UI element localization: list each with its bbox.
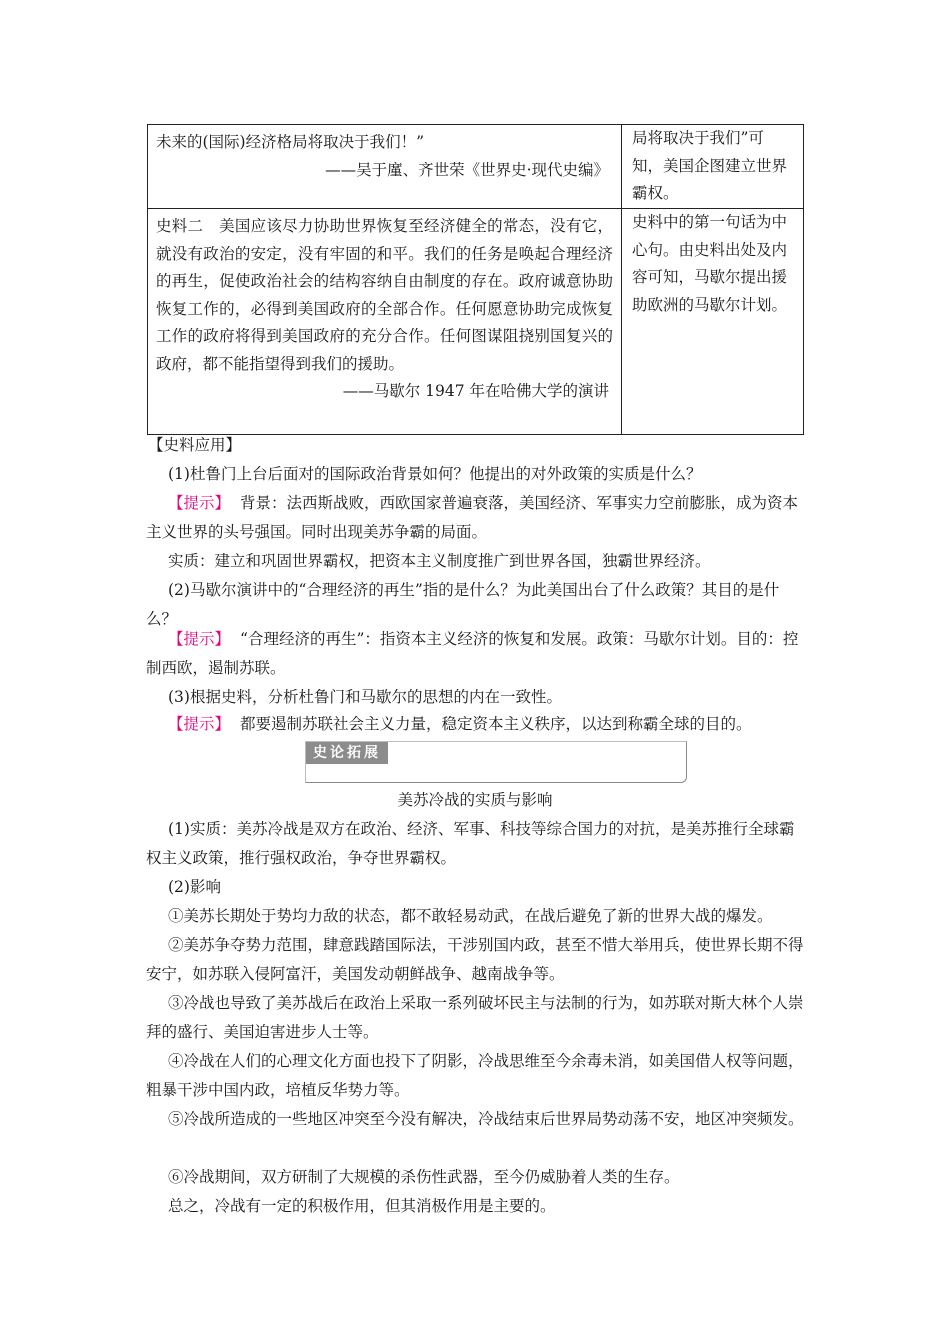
table-row (148, 125, 804, 209)
question-2: (2)马歇尔演讲中的“合理经济的再生”指的是什么？为此美国出台了什么政策？其目的是什么？ (146, 581, 780, 628)
question-1: (1)杜鲁门上台后面对的国际政治背景如何？他提出的对外政策的实质是什么？ (168, 465, 702, 483)
source-cell (148, 125, 622, 209)
answer-text: “合理经济的再生”：指资本主义经济的恢复和发展。政策：马歇尔计划。目的：控制西欧，遏制苏联。 (146, 630, 799, 677)
source-citation: ——马歇尔 1947 年在哈佛大学的演讲 (342, 382, 609, 400)
table-row (148, 209, 804, 435)
source-cell (148, 209, 622, 435)
source-text: 史料二 美国应该尽力协助世界恢复至经济健全的常态，没有它，就没有政治的安定，没有牢固的和平。我们的任务是唤起合理经济的再生，促使政治社会的结构容纳自由制度的存在。政府诚意协助恢复工作的，必得到美国政府的全部合作。任何愿意协助完成恢复工作的政府将得到美国政府的充分合作。任何图谋阻挠别国复兴的政府，都不能指望得到我们的援助。 (156, 217, 613, 373)
answer-text: 背景：法西斯战败，西欧国家普遍衰落，美国经济、军事实力空前膨胀，成为资本主义世界的头号强国。同时出现美苏争霸的局面。 (146, 494, 799, 541)
source-text: 未来的(国际)经济格局将取决于我们！” (156, 133, 425, 151)
analysis-cell (622, 125, 804, 209)
section-banner (305, 741, 687, 783)
section-title-extension: 美苏冷战的实质与影响 (397, 791, 553, 809)
analysis-text: 史料中的第一句话为中心句。由史料出处及内容可知，马歇尔提出援助欧洲的马歇尔计划。 (632, 213, 788, 314)
hint-label: 【提示】 (168, 494, 231, 512)
section-title-application: 【史料应用】 (148, 436, 242, 454)
conclusion: 总之，冷战有一定的积极作用，但其消极作用是主要的。 (168, 1197, 556, 1215)
impact-item-3: ③冷战也导致了美苏战后在政治上采取一系列破坏民主与法制的行为，如苏联对斯大林个人崇拜的盛行、美国迫害进步人士等。 (146, 994, 804, 1041)
analysis-cell (622, 209, 804, 435)
impact-item-2: ②美苏争夺势力范围，肆意践踏国际法，干涉别国内政，甚至不惜大举用兵，使世界长期不得安宁，如苏联入侵阿富汗，美国发动朝鲜战争、越南战争等。 (146, 936, 804, 983)
impact-item-4: ④冷战在人们的心理文化方面也投下了阴影，冷战思维至今余毒未消，如美国借人权等问题，粗暴干涉中国内政，培植反华势力等。 (146, 1052, 804, 1099)
extension-impact-heading: (2)影响 (168, 878, 221, 896)
answer-2 (146, 625, 808, 683)
answer-text: 都要遏制苏联社会主义力量，稳定资本主义秩序，以达到称霸全球的目的。 (240, 715, 752, 733)
answer-1-background (146, 489, 808, 547)
analysis-text: 局将取决于我们”可知，美国企图建立世界霸权。 (632, 129, 788, 202)
impact-item-1: ①美苏长期处于势均力敌的状态，都不敢轻易动武，在战后避免了新的世界大战的爆发。 (168, 907, 773, 925)
extension-essence: (1)实质：美苏冷战是双方在政治、经济、军事、科技等综合国力的对抗，是美苏推行全球霸权主义政策，推行强权政治，争夺世界霸权。 (146, 820, 795, 867)
question-3: (3)根据史料，分析杜鲁门和马歇尔的思想的内在一致性。 (168, 688, 562, 706)
hint-label: 【提示】 (168, 630, 231, 648)
source-citation: ——吴于廑、齐世荣《世界史·现代史编》 (325, 160, 609, 179)
answer-3 (146, 710, 808, 739)
impact-item-5: ⑤冷战所造成的一些地区冲突至今没有解决，冷战结束后世界局势动荡不安，地区冲突频发。 (168, 1110, 804, 1128)
banner-label: 史论拓展 (306, 742, 388, 764)
hint-label: 【提示】 (168, 715, 231, 733)
answer-1-essence: 实质：建立和巩固世界霸权，把资本主义制度推广到世界各国，独霸世界经济。 (168, 552, 711, 570)
source-material-table (147, 124, 804, 435)
impact-item-6: ⑥冷战期间，双方研制了大规模的杀伤性武器，至今仍威胁着人类的生存。 (168, 1168, 680, 1186)
